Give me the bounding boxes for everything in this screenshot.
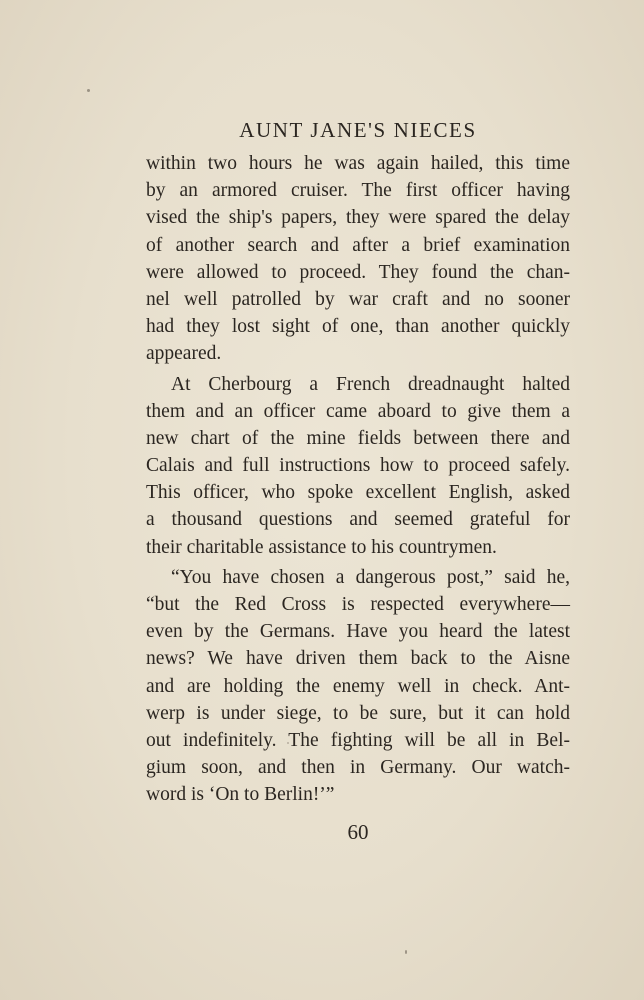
text-line: werp is under siege, to be sure, but it can hold [146,702,570,724]
text-line: had they lost sight of one, than another quickly [146,316,570,338]
text-line: within two hours he was again hailed, this time [146,153,570,174]
text-line: “You have chosen a dangerous post,” said he, [171,566,570,588]
text-line: and are holding the enemy well in check. Ant- [146,675,570,697]
text-line: word is ‘On to Berlin!’” [146,784,335,806]
running-head: AUNT JANE'S NIECES [239,118,477,142]
text-line: their charitable assistance to his countrymen. [146,536,497,558]
text-line: were allowed to proceed. They found the chan- [146,261,570,283]
text-line: new chart of the mine fields between there and [146,427,570,449]
text-line: by an armored cruiser. The first officer having [146,180,570,202]
text-line: out indefinitely. The fighting will be all in Bel- [146,729,570,751]
text-line: “but the Red Cross is respected everywhere— [146,594,570,615]
text-line: This officer, who spoke excellent English, asked [146,482,570,504]
text-line: news? We have driven them back to the Aisne [146,648,570,670]
text-line: even by the Germans. Have you heard the latest [146,621,570,643]
text-line: of another search and after a brief examination [146,234,570,256]
text-line: appeared. [146,343,222,365]
text-line: vised the ship's papers, they were spared the delay [146,207,570,229]
text-line: Calais and full instructions how to proceed safely. [146,455,570,477]
body-text [146,150,570,809]
paper-speck [405,950,407,954]
text-line: them and an officer came aboard to give them a [146,400,570,422]
text-line: gium soon, and then in Germany. Our watch- [146,757,570,779]
text-line: nel well patrolled by war craft and no sooner [146,288,570,310]
paper-speck [87,89,90,92]
text-line: At Cherbourg a French dreadnaught halted [171,373,570,395]
page-number: 60 [347,820,369,844]
text-line: a thousand questions and seemed grateful for [146,509,570,531]
